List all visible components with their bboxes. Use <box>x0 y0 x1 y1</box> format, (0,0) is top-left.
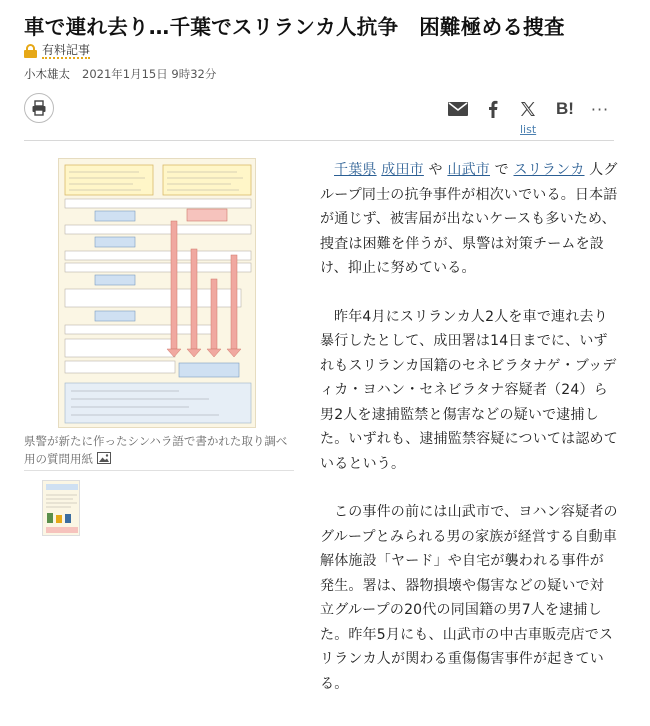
share-x-button[interactable] <box>518 96 538 122</box>
article-body <box>320 158 618 720</box>
paid-article-badge <box>24 43 90 59</box>
topic-link-chiba[interactable]: 千葉県 <box>334 162 377 178</box>
topic-link-sri-lanka[interactable]: スリランカ <box>513 162 585 178</box>
share-list-link[interactable]: list <box>520 123 537 136</box>
article-headline: 車で連れ去り…千葉でスリランカ人抗争 困難極める捜査 <box>24 15 565 39</box>
article-paragraph-3: この事件の前には山武市で、ヨハン容疑者のグループとみられる男の家族が経営する自動車解体施設「ヤード」や自宅が襲われる事件が発生。署は、器物損壊や傷害などの疑いで対立グループの20代の同国籍の男7人を逮捕した。昨年5月にも、山武市の中古車販売店でスリランカ人が関わる重傷傷害事件が起きている。 <box>320 504 618 692</box>
article-paragraph-2: 昨年4月にスリランカ人2人を車で連れ去り暴行したとして、成田署は14日までに、いずれもスリランカ国籍のセネビラタナゲ・ブッディカ・ヨハン・セネビラタナ容疑者（24）ら男2人を逮捕監禁と傷害などの疑いで逮捕した。いずれも、逮捕監禁容疑については認めているという。 <box>320 308 618 472</box>
gallery-icon[interactable] <box>97 451 111 469</box>
paid-article-label[interactable]: 有料記事 <box>42 43 91 57</box>
thumbnail-image <box>43 481 80 536</box>
topic-link-sammu[interactable]: 山武市 <box>447 162 490 178</box>
article-figure-image[interactable] <box>58 158 256 428</box>
x-icon <box>520 101 536 117</box>
figure-caption: 県警が新たに作ったシンハラ語で書かれた取り調べ用の質問用紙 <box>24 432 294 469</box>
more-share-button[interactable]: ··· <box>590 99 610 119</box>
share-hatena-button[interactable]: B! <box>556 99 574 118</box>
publish-date: 2021年1月15日 9時32分 <box>82 67 217 81</box>
article-paragraph-1: 千葉県 成田市 や 山武市 で スリランカ 人グループ同士の抗争事件が相次いでいる。日本語が通じず、被害届が出ないケースも多いため、捜査は困難を伴うが、県警は対策チームを設け、抑止に努めている。 <box>320 162 618 276</box>
share-facebook-button[interactable] <box>485 96 501 122</box>
questionnaire-form-image <box>59 159 256 428</box>
thumbnail-divider <box>24 470 294 471</box>
header-divider <box>24 140 614 141</box>
topic-link-narita[interactable]: 成田市 <box>381 162 424 178</box>
mail-icon <box>448 102 468 116</box>
facebook-icon <box>488 100 498 118</box>
byline <box>24 66 216 82</box>
figure-thumbnail[interactable] <box>42 480 80 536</box>
printer-icon <box>31 100 47 116</box>
lock-icon <box>24 44 37 58</box>
print-button[interactable] <box>24 93 54 123</box>
author-name: 小木雄太 <box>24 67 70 81</box>
share-mail-button[interactable] <box>447 96 469 122</box>
